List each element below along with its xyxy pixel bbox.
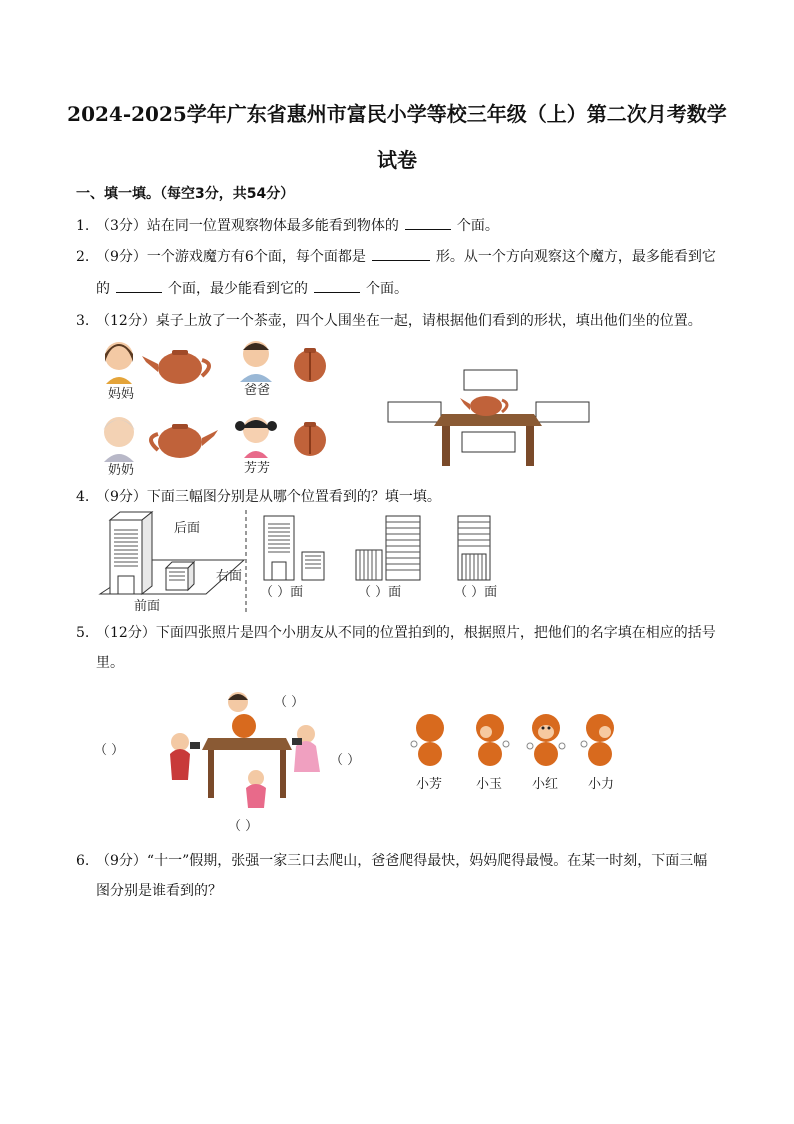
monkey-photo-3	[527, 714, 565, 766]
question-text-2: 里。	[96, 655, 124, 671]
question-5	[76, 622, 716, 674]
paren-left[interactable]: （ ）	[94, 743, 125, 758]
photo-name-2: 小玉	[476, 777, 503, 792]
label-back: 后面	[174, 521, 201, 536]
view-1	[264, 516, 324, 580]
label-front: 前面	[134, 599, 161, 614]
photo-name-1: 小芳	[416, 777, 443, 792]
teapot-front-icon-1	[294, 348, 326, 382]
question-number: 3.	[76, 313, 90, 329]
name-dad: 爸爸	[244, 383, 271, 398]
question-text-c: 的	[96, 281, 110, 297]
question-text-tail: 个面。	[456, 218, 499, 234]
question-text-mid: 形。从一个方向观察这个魔方，最多能看到它	[435, 249, 716, 265]
question-2	[76, 246, 716, 300]
answer-view-1[interactable]: （ ）面	[260, 585, 304, 600]
answer-box-right[interactable]	[536, 402, 589, 422]
answer-box-bottom[interactable]	[462, 432, 515, 452]
dad-avatar	[240, 341, 272, 382]
question-text-e: 个面。	[366, 281, 408, 297]
name-grandma: 奶奶	[108, 463, 135, 478]
answer-blank[interactable]	[405, 215, 451, 230]
teapot-figure	[94, 334, 594, 480]
mom-avatar	[105, 342, 133, 384]
question-4	[76, 486, 441, 508]
teapot-side-icon-1	[142, 350, 209, 384]
paren-right[interactable]: （ ）	[330, 753, 361, 768]
monkey-photo-1	[411, 714, 444, 766]
question-number: 5.	[76, 625, 90, 641]
question-text-2: 图分别是谁看到的？	[96, 883, 222, 899]
name-fangfang: 芳芳	[244, 461, 271, 476]
answer-blank-max[interactable]	[116, 278, 162, 293]
view-3	[458, 516, 490, 580]
teapot-front-icon-2	[294, 422, 326, 456]
view-2	[356, 516, 420, 580]
answer-view-2[interactable]: （ ）面	[358, 585, 402, 600]
monkey-photo-2	[476, 714, 509, 766]
question-text: （3分）站在同一位置观察物体最多能看到物体的	[96, 218, 399, 234]
answer-view-3[interactable]: （ ）面	[454, 585, 498, 600]
monkey-photo-4	[581, 714, 614, 766]
grandma-avatar	[103, 417, 135, 462]
teapot-side-icon-2	[151, 424, 218, 458]
question-text-d: 个面，最少能看到它的	[168, 281, 308, 297]
paren-bottom[interactable]: （ ）	[228, 819, 259, 834]
question-text: （9分）下面三幅图分别是从哪个位置看到的？填一填。	[96, 489, 441, 505]
exam-title-line2: 试卷	[377, 148, 417, 172]
photo-name-3: 小红	[532, 777, 559, 792]
question-text: （9分）一个游戏魔方有6个面，每个面都是	[96, 249, 366, 265]
question-text: （12分）桌子上放了一个茶壶，四个人围坐在一起，请根据他们看到的形状，填出他们坐的位置。	[96, 313, 702, 329]
question-text: （12分）下面四张照片是四个小朋友从不同的位置拍到的，根据照片，把他们的名字填在相应的括号	[96, 625, 716, 641]
answer-blank-min[interactable]	[314, 278, 360, 293]
question-number: 2.	[76, 249, 90, 265]
photo-name-4: 小力	[588, 777, 615, 792]
question-3	[76, 310, 702, 332]
answer-box-top[interactable]	[464, 370, 517, 390]
label-right: 右面	[216, 569, 243, 584]
paren-top[interactable]: （ ）	[274, 695, 305, 710]
question-number: 1.	[76, 218, 90, 234]
question-6	[76, 850, 707, 902]
fangfang-avatar	[235, 417, 277, 458]
table-with-teapot	[434, 396, 542, 466]
question-number: 4.	[76, 489, 90, 505]
answer-blank-shape[interactable]	[372, 246, 430, 261]
photo-figure	[94, 684, 624, 840]
question-text: （9分）“十一”假期，张强一家三口去爬山，爸爸爬得最快，妈妈爬得最慢。在某一时刻，下面三幅	[96, 853, 708, 869]
answer-box-left[interactable]	[388, 402, 441, 422]
section-heading: 一、填一填。（每空3分，共54分）	[76, 186, 295, 202]
name-mom: 妈妈	[108, 387, 135, 402]
exam-title-line1: 2024-2025学年广东省惠州市富民小学等校三年级（上）第二次月考数学	[67, 102, 727, 126]
building-figure	[94, 510, 524, 614]
question-1	[76, 215, 499, 237]
question-number: 6.	[76, 853, 90, 869]
